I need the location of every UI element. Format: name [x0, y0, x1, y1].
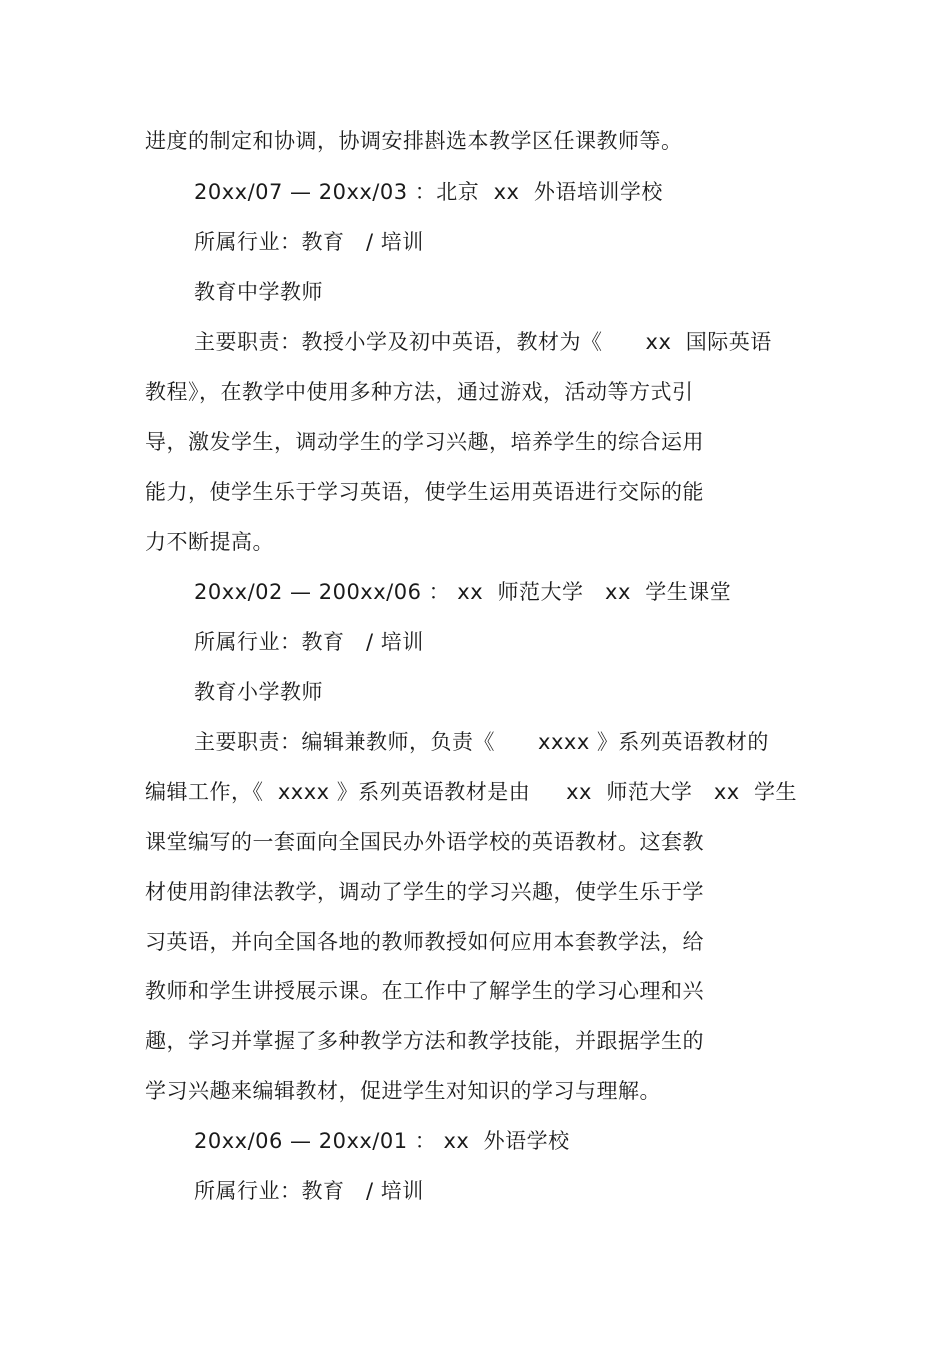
job-period-heading: 20xx/02 — 200xx/06 ： xx 师范大学 xx 学生课堂	[194, 580, 732, 604]
paragraph-line: 导，激发学生，调动学生的学习兴趣，培养学生的综合运用	[145, 430, 704, 454]
paragraph-line: 进度的制定和协调，协调安排斟选本教学区任课教师等。	[145, 129, 683, 153]
duties-line: 主要职责：编辑兼教师，负责《 xxxx 》系列英语教材的	[194, 730, 769, 754]
paragraph-line: 习英语，并向全国各地的教师教授如何应用本套教学法，给	[145, 930, 704, 954]
job-title-line: 教育小学教师	[194, 680, 323, 704]
job-period-heading: 20xx/06 — 20xx/01 ： xx 外语学校	[194, 1129, 570, 1153]
job-period-heading: 20xx/07 — 20xx/03 ：北京 xx 外语培训学校	[194, 180, 663, 204]
paragraph-line: 趣，学习并掌握了多种教学方法和教学技能，并跟据学生的	[145, 1029, 704, 1053]
industry-line: 所属行业：教育 / 培训	[194, 230, 424, 254]
paragraph-line: 材使用韵律法教学，调动了学生的学习兴趣，使学生乐于学	[145, 880, 704, 904]
paragraph-line: 能力，使学生乐于学习英语，使学生运用英语进行交际的能	[145, 480, 704, 504]
paragraph-line: 学习兴趣来编辑教材，促进学生对知识的学习与理解。	[145, 1079, 661, 1103]
paragraph-line: 力不断提高。	[145, 530, 274, 554]
industry-line: 所属行业：教育 / 培训	[194, 630, 424, 654]
paragraph-line: 教程》，在教学中使用多种方法，通过游戏，活动等方式引	[145, 380, 694, 404]
duties-line: 主要职责：教授小学及初中英语，教材为《 xx 国际英语	[194, 330, 772, 354]
paragraph-line: 编辑工作，《 xxxx 》系列英语教材是由 xx 师范大学 xx 学生	[145, 780, 798, 804]
paragraph-line: 教师和学生讲授展示课。在工作中了解学生的学习心理和兴	[145, 979, 704, 1003]
job-title-line: 教育中学教师	[194, 280, 323, 304]
paragraph-line: 课堂编写的一套面向全国民办外语学校的英语教材。这套教	[145, 830, 704, 854]
industry-line: 所属行业：教育 / 培训	[194, 1179, 424, 1203]
